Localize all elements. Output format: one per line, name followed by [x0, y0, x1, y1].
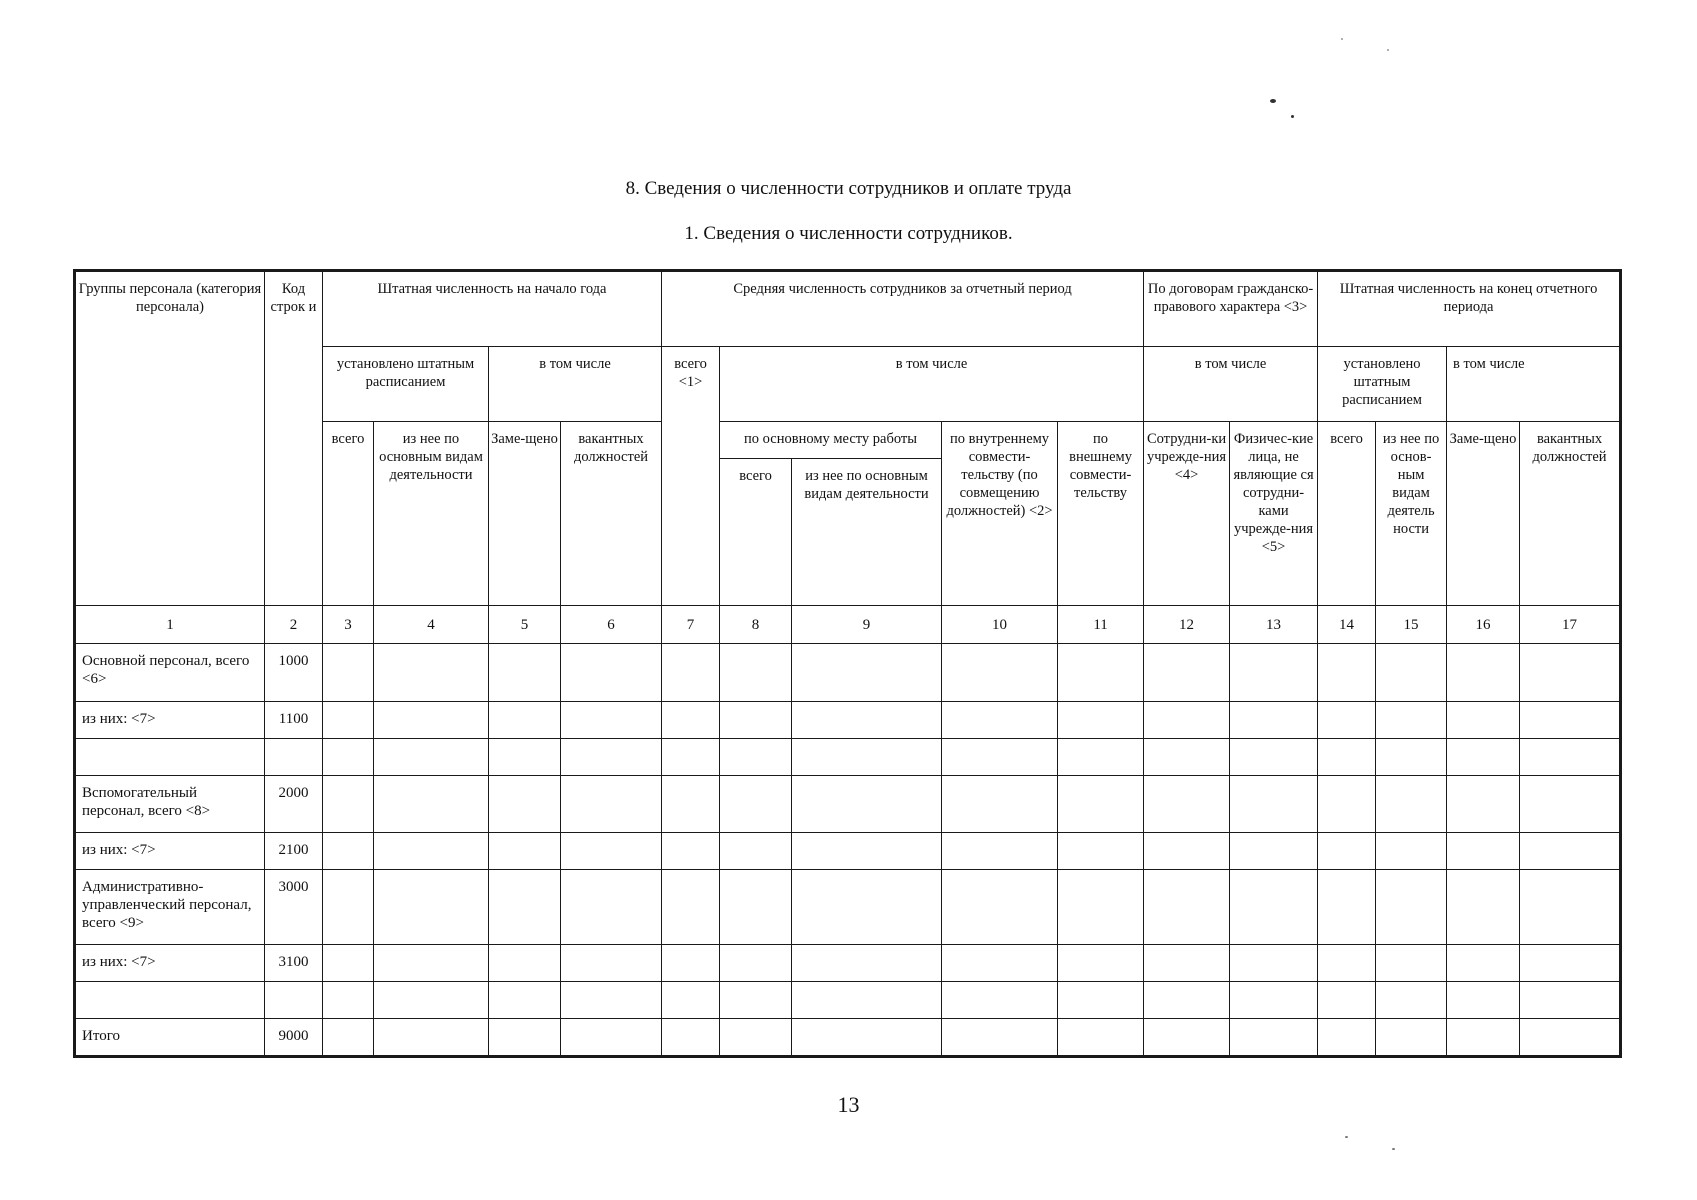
value-cell[interactable]	[1520, 869, 1620, 944]
header-vacant-6: вакантных должностей	[561, 422, 662, 606]
value-cell[interactable]	[1230, 644, 1318, 701]
column-number: 5	[489, 606, 561, 644]
value-cell[interactable]	[1058, 644, 1144, 701]
value-cell[interactable]	[489, 775, 561, 832]
value-cell[interactable]	[1447, 981, 1520, 1018]
row-label: Вспомогательный персонал, всего <8>	[76, 775, 265, 832]
header-main-activity-15: из нее по основ-ным видам деятель ности	[1376, 422, 1447, 606]
value-cell[interactable]	[1058, 944, 1144, 981]
header-code: Код строк и	[265, 272, 323, 606]
value-cell[interactable]	[1447, 775, 1520, 832]
table-row	[76, 981, 1620, 1018]
header-total-14: всего	[1318, 422, 1376, 606]
value-cell[interactable]	[323, 944, 374, 981]
value-cell[interactable]	[1058, 775, 1144, 832]
column-number: 12	[1144, 606, 1230, 644]
value-cell[interactable]	[1376, 701, 1447, 738]
column-number: 16	[1447, 606, 1520, 644]
row-label: из них: <7>	[76, 832, 265, 869]
value-cell[interactable]	[720, 644, 792, 701]
value-cell[interactable]	[1058, 832, 1144, 869]
value-cell[interactable]	[1318, 869, 1376, 944]
column-number: 1	[76, 606, 265, 644]
row-code: 3100	[265, 944, 323, 981]
value-cell[interactable]	[1376, 644, 1447, 701]
value-cell[interactable]	[942, 1018, 1058, 1055]
value-cell[interactable]	[1144, 1018, 1230, 1055]
value-cell[interactable]	[1144, 701, 1230, 738]
scan-speck	[1341, 38, 1343, 40]
header-established: установлено штатным расписанием	[323, 347, 489, 422]
value-cell[interactable]	[561, 701, 662, 738]
value-cell[interactable]	[323, 701, 374, 738]
column-number: 3	[323, 606, 374, 644]
value-cell[interactable]	[662, 944, 720, 981]
value-cell[interactable]	[561, 738, 662, 775]
row-label: Итого	[76, 1018, 265, 1055]
value-cell[interactable]	[489, 1018, 561, 1055]
value-cell[interactable]	[489, 869, 561, 944]
value-cell[interactable]	[1520, 644, 1620, 701]
header-total-3: всего	[323, 422, 374, 606]
value-cell[interactable]	[1144, 644, 1230, 701]
value-cell[interactable]	[374, 644, 489, 701]
value-cell[interactable]	[720, 869, 792, 944]
value-cell[interactable]	[942, 869, 1058, 944]
scan-speck	[1392, 1148, 1395, 1150]
value-cell[interactable]	[1376, 832, 1447, 869]
value-cell[interactable]	[662, 738, 720, 775]
header-main-place: по основному месту работы	[720, 422, 942, 459]
value-cell[interactable]	[1376, 981, 1447, 1018]
value-cell[interactable]	[1376, 738, 1447, 775]
row-label	[76, 981, 265, 1018]
value-cell[interactable]	[1058, 738, 1144, 775]
staff-table	[75, 271, 1620, 1056]
section-title: 8. Сведения о численности сотрудников и оплате труда	[625, 178, 1072, 199]
value-cell[interactable]	[489, 701, 561, 738]
value-cell[interactable]	[1520, 832, 1620, 869]
value-cell[interactable]	[489, 981, 561, 1018]
header-staff-end: Штатная численность на конец отчетного периода	[1318, 272, 1620, 347]
value-cell[interactable]	[1230, 981, 1318, 1018]
value-cell[interactable]	[942, 775, 1058, 832]
value-cell[interactable]	[561, 1018, 662, 1055]
header-including: в том числе	[489, 347, 662, 422]
value-cell[interactable]	[662, 981, 720, 1018]
value-cell[interactable]	[1230, 701, 1318, 738]
table-row	[76, 832, 1620, 869]
value-cell[interactable]	[942, 944, 1058, 981]
header-groups: Группы персонала (категория персонала)	[76, 272, 265, 606]
value-cell[interactable]	[1058, 869, 1144, 944]
value-cell[interactable]	[720, 738, 792, 775]
value-cell[interactable]	[1520, 944, 1620, 981]
column-number: 10	[942, 606, 1058, 644]
header-established-end: установлено штатным расписанием	[1318, 347, 1447, 422]
value-cell[interactable]	[942, 738, 1058, 775]
value-cell[interactable]	[942, 701, 1058, 738]
value-cell[interactable]	[1230, 944, 1318, 981]
value-cell[interactable]	[1230, 775, 1318, 832]
value-cell[interactable]	[374, 1018, 489, 1055]
header-main-activity-9: из нее по основным видам деятельности	[792, 459, 942, 606]
value-cell[interactable]	[1318, 701, 1376, 738]
value-cell[interactable]	[323, 869, 374, 944]
value-cell[interactable]	[720, 1018, 792, 1055]
value-cell[interactable]	[942, 832, 1058, 869]
page-number: 13	[837, 1092, 860, 1117]
value-cell[interactable]	[942, 644, 1058, 701]
value-cell[interactable]	[489, 644, 561, 701]
value-cell[interactable]	[1447, 701, 1520, 738]
scan-speck	[1387, 49, 1389, 51]
value-cell[interactable]	[374, 775, 489, 832]
row-code: 2000	[265, 775, 323, 832]
value-cell[interactable]	[1318, 944, 1376, 981]
value-cell[interactable]	[1144, 738, 1230, 775]
value-cell[interactable]	[374, 701, 489, 738]
value-cell[interactable]	[792, 981, 942, 1018]
column-number: 15	[1376, 606, 1447, 644]
value-cell[interactable]	[720, 981, 792, 1018]
scan-speck	[1270, 99, 1276, 103]
value-cell[interactable]	[1447, 869, 1520, 944]
value-cell[interactable]	[1447, 832, 1520, 869]
value-cell[interactable]	[323, 981, 374, 1018]
value-cell[interactable]	[1144, 981, 1230, 1018]
value-cell[interactable]	[323, 1018, 374, 1055]
header-contracts: По договорам гражданско-правового характера <3>	[1144, 272, 1318, 347]
value-cell[interactable]	[1376, 869, 1447, 944]
row-code: 9000	[265, 1018, 323, 1055]
header-employees-12: Сотрудни-ки учрежде-ния <4>	[1144, 422, 1230, 606]
table-row	[76, 944, 1620, 981]
header-filled-5: Заме-щено	[489, 422, 561, 606]
value-cell[interactable]	[1318, 981, 1376, 1018]
table-row	[76, 869, 1620, 944]
value-cell[interactable]	[792, 944, 942, 981]
row-code: 1000	[265, 644, 323, 701]
table-row	[76, 738, 1620, 775]
value-cell[interactable]	[489, 832, 561, 869]
scan-speck	[1345, 1136, 1348, 1138]
row-code: 1100	[265, 701, 323, 738]
value-cell[interactable]	[942, 981, 1058, 1018]
value-cell[interactable]	[1520, 775, 1620, 832]
row-label: Административно-управленческий персонал, всего <9>	[76, 869, 265, 944]
value-cell[interactable]	[1318, 775, 1376, 832]
header-avg: Средняя численность сотрудников за отчетный период	[662, 272, 1144, 347]
value-cell[interactable]	[662, 832, 720, 869]
value-cell[interactable]	[1376, 1018, 1447, 1055]
value-cell[interactable]	[561, 644, 662, 701]
value-cell[interactable]	[1318, 832, 1376, 869]
value-cell[interactable]	[720, 775, 792, 832]
value-cell[interactable]	[1058, 701, 1144, 738]
column-number: 8	[720, 606, 792, 644]
header-internal-10: по внутреннему совмести-тельству (по совмещению должностей) <2>	[942, 422, 1058, 606]
header-filled-16: Заме-щено	[1447, 422, 1520, 606]
value-cell[interactable]	[374, 738, 489, 775]
value-cell[interactable]	[1230, 869, 1318, 944]
header-main-activity-4: из нее по основным видам деятельности	[374, 422, 489, 606]
value-cell[interactable]	[792, 1018, 942, 1055]
value-cell[interactable]	[1230, 738, 1318, 775]
value-cell[interactable]	[489, 738, 561, 775]
value-cell[interactable]	[720, 832, 792, 869]
value-cell[interactable]	[1144, 944, 1230, 981]
header-total-1: всего <1>	[662, 347, 720, 606]
header-avg-including: в том числе	[720, 347, 1144, 422]
row-code	[265, 981, 323, 1018]
value-cell[interactable]	[1447, 644, 1520, 701]
value-cell[interactable]	[662, 869, 720, 944]
value-cell[interactable]	[561, 832, 662, 869]
value-cell[interactable]	[792, 644, 942, 701]
row-code: 2100	[265, 832, 323, 869]
value-cell[interactable]	[489, 944, 561, 981]
value-cell[interactable]	[1376, 775, 1447, 832]
column-number-row	[76, 606, 1620, 644]
column-number: 6	[561, 606, 662, 644]
value-cell[interactable]	[561, 944, 662, 981]
value-cell[interactable]	[1520, 981, 1620, 1018]
value-cell[interactable]	[561, 869, 662, 944]
value-cell[interactable]	[1058, 1018, 1144, 1055]
value-cell[interactable]	[792, 738, 942, 775]
table-row	[76, 701, 1620, 738]
column-number: 11	[1058, 606, 1144, 644]
value-cell[interactable]	[1520, 738, 1620, 775]
value-cell[interactable]	[1058, 981, 1144, 1018]
value-cell[interactable]	[792, 869, 942, 944]
value-cell[interactable]	[323, 644, 374, 701]
value-cell[interactable]	[662, 701, 720, 738]
value-cell[interactable]	[1318, 644, 1376, 701]
value-cell[interactable]	[561, 981, 662, 1018]
column-number: 7	[662, 606, 720, 644]
column-number: 14	[1318, 606, 1376, 644]
value-cell[interactable]	[561, 775, 662, 832]
row-label: из них: <7>	[76, 701, 265, 738]
value-cell[interactable]	[1520, 701, 1620, 738]
value-cell[interactable]	[792, 832, 942, 869]
value-cell[interactable]	[1520, 1018, 1620, 1055]
header-vacant-17: вакантных должностей	[1520, 422, 1620, 606]
column-number: 17	[1520, 606, 1620, 644]
column-number: 13	[1230, 606, 1318, 644]
header-external-11: по внешнему совмести-тельству	[1058, 422, 1144, 606]
value-cell[interactable]	[1376, 944, 1447, 981]
value-cell[interactable]	[1447, 1018, 1520, 1055]
row-code	[265, 738, 323, 775]
value-cell[interactable]	[323, 738, 374, 775]
value-cell[interactable]	[1144, 869, 1230, 944]
value-cell[interactable]	[1230, 1018, 1318, 1055]
value-cell[interactable]	[662, 1018, 720, 1055]
value-cell[interactable]	[720, 944, 792, 981]
value-cell[interactable]	[323, 775, 374, 832]
data-rows	[76, 644, 1620, 1056]
value-cell[interactable]	[1318, 1018, 1376, 1055]
column-number: 9	[792, 606, 942, 644]
value-cell[interactable]	[1318, 738, 1376, 775]
value-cell[interactable]	[792, 701, 942, 738]
row-label	[76, 738, 265, 775]
value-cell[interactable]	[374, 869, 489, 944]
value-cell[interactable]	[792, 775, 942, 832]
value-cell[interactable]	[1144, 775, 1230, 832]
value-cell[interactable]	[662, 775, 720, 832]
value-cell[interactable]	[662, 644, 720, 701]
value-cell[interactable]	[323, 832, 374, 869]
row-label: Основной персонал, всего <6>	[76, 644, 265, 701]
header-staff-start: Штатная численность на начало года	[323, 272, 662, 347]
table-title: 1. Сведения о численности сотрудников.	[684, 223, 1013, 244]
table-row	[76, 644, 1620, 701]
table-row	[76, 775, 1620, 832]
header-including-end: в том числе	[1447, 347, 1620, 422]
row-label: из них: <7>	[76, 944, 265, 981]
value-cell[interactable]	[1447, 944, 1520, 981]
header-contracts-including: в том числе	[1144, 347, 1318, 422]
value-cell[interactable]	[1230, 832, 1318, 869]
value-cell[interactable]	[374, 981, 489, 1018]
value-cell[interactable]	[720, 701, 792, 738]
value-cell[interactable]	[374, 944, 489, 981]
value-cell[interactable]	[1447, 738, 1520, 775]
row-code: 3000	[265, 869, 323, 944]
header-total-8: всего	[720, 459, 792, 606]
table-row	[76, 1018, 1620, 1055]
column-number: 4	[374, 606, 489, 644]
value-cell[interactable]	[1144, 832, 1230, 869]
value-cell[interactable]	[374, 832, 489, 869]
header-individuals-13: Физичес-кие лица, не являющие ся сотрудни-ками учрежде-ния <5>	[1230, 422, 1318, 606]
scan-speck	[1291, 115, 1294, 118]
column-number: 2	[265, 606, 323, 644]
